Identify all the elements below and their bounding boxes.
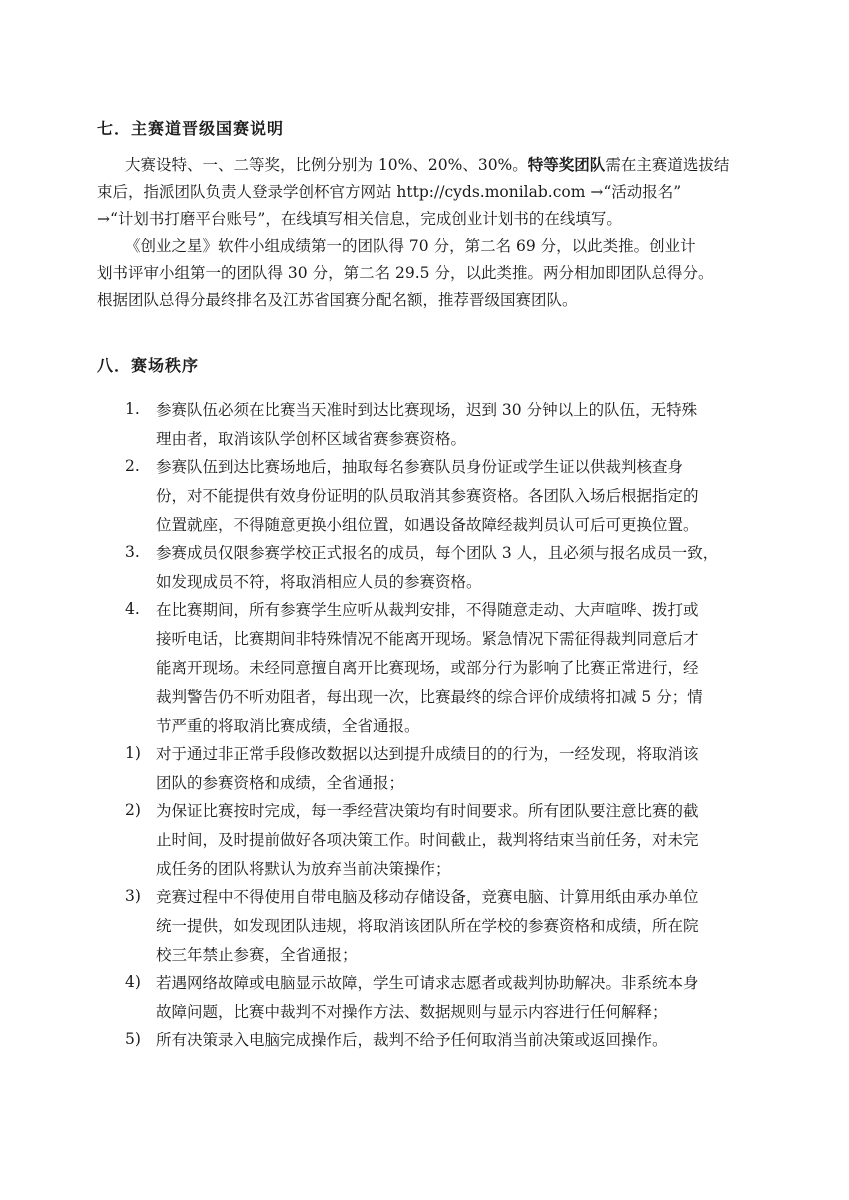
list-item-number: 4) bbox=[125, 973, 141, 991]
list-item-line: 团队的参赛资格和成绩，全省通报； bbox=[156, 774, 405, 792]
list-item-line: 理由者，取消该队学创杯区域省赛参赛资格。 bbox=[156, 430, 467, 448]
list-item-line: 节严重的将取消比赛成绩，全省通报。 bbox=[156, 717, 420, 735]
list-item-body bbox=[156, 539, 756, 597]
text-run: 大赛设特、一、二等奖，比例分别为 10%、20%、30%。 bbox=[125, 156, 528, 174]
list-item-number: 5) bbox=[125, 1030, 141, 1048]
list-item-line: 位置就座，不得随意更换小组位置，如遇设备故障经裁判员认可后可更换位置。 bbox=[156, 516, 699, 534]
list-item-line: 若遇网络故障或电脑显示故障，学生可请求志愿者或裁判协助解决。非系统本身 bbox=[156, 974, 699, 992]
list-item-line: 接听电话，比赛期间非特殊情况不能离开现场。紧急情况下需征得裁判同意后才 bbox=[156, 630, 699, 648]
list-item-body bbox=[156, 1026, 756, 1055]
list-item-body bbox=[156, 396, 756, 454]
section-7-heading: 七．主赛道晋级国赛说明 bbox=[97, 119, 285, 138]
list-item-body bbox=[156, 883, 756, 970]
list-item-body bbox=[156, 969, 756, 1027]
paragraph-line bbox=[97, 152, 757, 179]
list-item-body bbox=[156, 596, 756, 741]
list-item-line: 统一提供，如发现团队违规，将取消该团队所在学校的参赛资格和成绩，所在院 bbox=[156, 917, 699, 935]
list-item-line: 裁判警告仍不听劝阻者，每出现一次，比赛最终的综合评价成绩将扣减 5 分；情 bbox=[156, 688, 703, 706]
paragraph-line: 划书评审小组第一的团队得 30 分，第二名 29.5 分，以此类推。两分相加即团队总得分。 bbox=[97, 264, 714, 282]
text-run: 需在主赛道选拔结 bbox=[605, 156, 730, 174]
list-item-line: 参赛成员仅限参赛学校正式报名的成员，每个团队 3 人，且必须与报名成员一致， bbox=[156, 544, 719, 562]
list-item-number: 2) bbox=[125, 801, 141, 819]
list-item-body bbox=[156, 453, 756, 540]
list-item-line: 份，对不能提供有效身份证明的队员取消其参赛资格。各团队入场后根据指定的 bbox=[156, 487, 699, 505]
paragraph-line: 根据团队总得分最终排名及江苏省国赛分配名额，推荐晋级国赛团队。 bbox=[97, 291, 578, 309]
list-item-line: 为保证比赛按时完成，每一季经营决策均有时间要求。所有团队要注意比赛的截 bbox=[156, 802, 699, 820]
list-item-line: 对于通过非正常手段修改数据以达到提升成绩目的的行为，一经发现，将取消该 bbox=[156, 745, 699, 763]
list-item-line: 止时间，及时提前做好各项决策工作。时间截止，裁判将结束当前任务，对未完 bbox=[156, 831, 699, 849]
section-7-paragraph-1 bbox=[97, 152, 757, 233]
list-item-line: 如发现成员不符，将取消相应人员的参赛资格。 bbox=[156, 573, 482, 591]
list-item-line: 参赛队伍必须在比赛当天准时到达比赛现场，迟到 30 分钟以上的队伍，无特殊 bbox=[156, 401, 698, 419]
emphasis-text: 特等奖团队 bbox=[527, 156, 606, 174]
section-7-paragraph-2 bbox=[97, 233, 757, 314]
paragraph-line: 《创业之星》软件小组成绩第一的团队得 70 分，第二名 69 分，以此类推。创业计 bbox=[125, 237, 696, 255]
section-8-heading: 八．赛场秩序 bbox=[97, 356, 200, 375]
list-item-number: 3) bbox=[125, 887, 141, 905]
list-item-number: 4. bbox=[125, 600, 140, 618]
list-item-line: 能离开现场。未经同意擅自离开比赛现场，或部分行为影响了比赛正常进行，经 bbox=[156, 659, 699, 677]
paragraph-line: 束后，指派团队负责人登录学创杯官方网站 http://cyds.monilab.com →“活动报名” bbox=[97, 183, 682, 201]
list-item-number: 2. bbox=[125, 457, 140, 475]
list-item-number: 1. bbox=[125, 400, 140, 418]
paragraph-line: →“计划书打磨平台账号”，在线填写相关信息，完成创业计划书的在线填写。 bbox=[97, 210, 622, 228]
list-item-number: 3. bbox=[125, 543, 140, 561]
list-item-body bbox=[156, 740, 756, 798]
list-item-line: 所有决策录入电脑完成操作后，裁判不给予任何取消当前决策或返回操作。 bbox=[156, 1031, 668, 1049]
list-item-line: 参赛队伍到达比赛场地后，抽取每名参赛队员身份证或学生证以供裁判核查身 bbox=[156, 458, 684, 476]
list-item-line: 在比赛期间，所有参赛学生应听从裁判安排，不得随意走动、大声喧哗、拨打或 bbox=[156, 601, 699, 619]
list-item-line: 竞赛过程中不得使用自带电脑及移动存储设备，竞赛电脑、计算用纸由承办单位 bbox=[156, 888, 699, 906]
list-item-line: 校三年禁止参赛，全省通报； bbox=[156, 946, 358, 964]
list-item-body bbox=[156, 797, 756, 884]
list-item-number: 1) bbox=[125, 744, 141, 762]
list-item-line: 故障问题，比赛中裁判不对操作方法、数据规则与显示内容进行任何解释； bbox=[156, 1003, 668, 1021]
list-item-line: 成任务的团队将默认为放弃当前决策操作； bbox=[156, 860, 451, 878]
